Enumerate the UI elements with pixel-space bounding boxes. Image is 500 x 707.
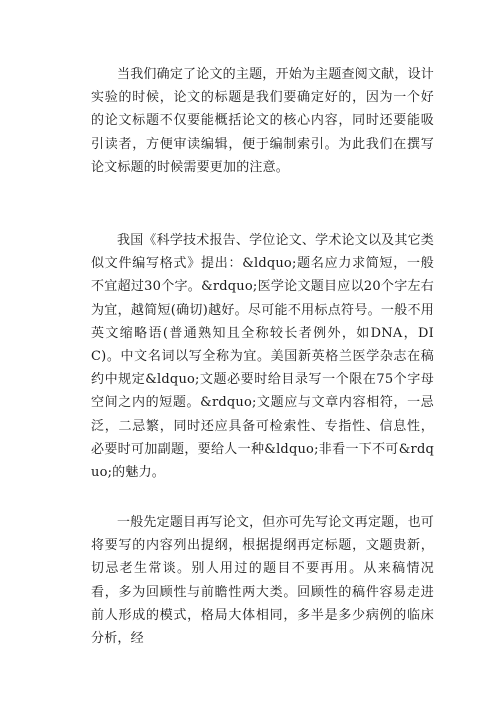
paragraph-3: 一般先定题目再写论文，但亦可先写论文再定题，也可将要写的内容列出提纲，根据提纲再定标题，文题贵新，切忌老生常谈。别人用过的题目不要再用。从来稿情况看，多为回顾性与前瞻性两大类。回顾性的稿件容易走进前人形成的模式，格局大体相同，多半是多少病例的临床分析，经 [91, 515, 434, 647]
paragraph-1: 当我们确定了论文的主题，开始为主题查阅文献，设计实验的时候，论文的标题是我们要确定好的，因为一个好的论文标题不仅要能概括论文的核心内容，同时还要能吸引读者，方便审读编辑，便于编制索引。为此我们在撰写论文标题的时候需要更加的注意。 [91, 67, 434, 175]
paragraph-2: 我国《科学技术报告、学位论文、学术论文以及其它类似文件编写格式》提出：&ldquo;题名应力求简短，一般不宜超过30个字。&rdquo;医学论文题目应以20个字左右为宜，越简短(确切)越好。尽可能不用标点符号。一般不用英文缩略语(普通熟知且全称较长者例外，如DNA，DIC)。中文名词以写全称为宜。美国新英格兰医学杂志在稿约中规定&ldquo;文题必要时给目录写一个限在75个字母空间之内的短题。&rdquo;文题应与文章内容相符，一忌泛，二忌繁，同时还应具备可检索性、专指性、信息性，必要时可加副题，要给人一种&ldquo;非看一下不可&rdquo;的魅力。 [91, 233, 434, 481]
